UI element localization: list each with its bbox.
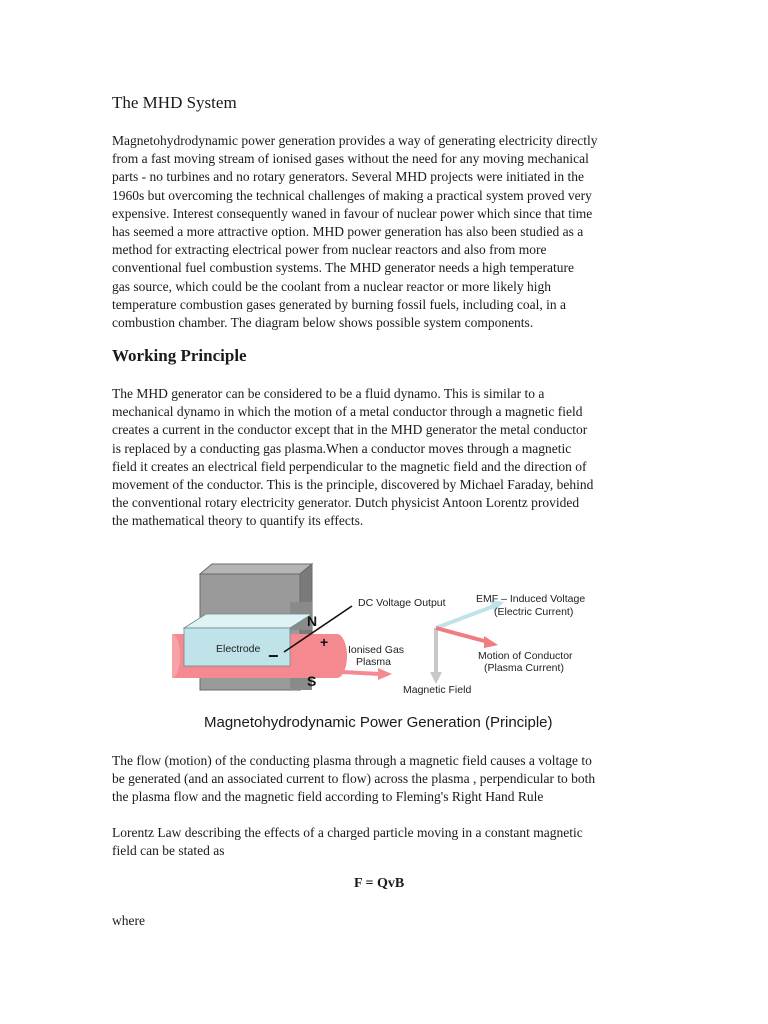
motion-of-conductor-label: Motion of Conductor — [478, 650, 573, 662]
principle-line: creates a current in the conductor except that in the MHD generator the metal conductor — [112, 422, 588, 438]
working-principle-heading: Working Principle — [112, 346, 247, 365]
intro-line: combustion chamber. The diagram below shows possible system components. — [112, 315, 534, 331]
intro-line: parts - no turbines and no rotary generators. Several MHD projects were initiated in the — [112, 169, 584, 185]
principle-line: is replaced by a conducting gas plasma.When a conductor moves through a magnetic — [112, 440, 572, 456]
north-label: N — [307, 613, 318, 629]
intro-line: has seemed a more attractive option. MHD power generation has also been studied as a — [112, 224, 584, 240]
motion-arrowhead — [484, 636, 498, 648]
plus-sign: + — [320, 634, 329, 650]
magnet-top-face — [200, 564, 312, 574]
principle-line: The MHD generator can be considered to be a fluid dynamo. This is similar to a — [112, 386, 545, 401]
intro-line: from a fast moving stream of ionised gases without the need for any moving mechanical — [112, 151, 589, 167]
plasma-flow-arrow — [342, 672, 380, 674]
figure-caption: Magnetohydrodynamic Power Generation (Principle) — [204, 714, 553, 731]
minus-sign: − — [268, 646, 279, 666]
electrode-top — [184, 614, 312, 628]
principle-line: field it creates an electrical field perpendicular to the magnetic field and the direction of — [112, 458, 587, 474]
flow-line: The flow (motion) of the conducting plasma through a magnetic field causes a voltage to — [112, 753, 592, 768]
section-title: The MHD System — [112, 93, 237, 112]
motion-arrow — [436, 628, 488, 642]
intro-paragraph — [112, 132, 672, 332]
emf-label: EMF – Induced Voltage — [476, 593, 586, 605]
intro-line: gas source, which could be the coolant from a nuclear reactor or more likely high — [112, 278, 551, 294]
lorentz-line: field can be stated as — [112, 843, 225, 859]
flow-paragraph — [112, 752, 672, 807]
plasma-label: Plasma — [356, 656, 392, 668]
principle-line: movement of the conductor. This is the principle, discovered by Michael Faraday, behind — [112, 477, 594, 493]
south-label: S — [307, 673, 317, 689]
ionised-gas-label: Ionised Gas — [348, 644, 405, 656]
plasma-flow-arrowhead — [378, 668, 392, 680]
intro-line: Magnetohydrodynamic power generation provides a way of generating electricity directly — [112, 133, 598, 148]
intro-line: 1960s but overcoming the technical challenges of making a practical system proved very — [112, 187, 592, 203]
principle-paragraph — [112, 385, 672, 531]
principle-line: mechanical dynamo in which the motion of a metal conductor through a magnetic field — [112, 404, 583, 420]
emf-arrow — [436, 606, 494, 628]
flow-line: be generated (and an associated current to flow) across the plasma , perpendicular to both — [112, 771, 596, 787]
electric-current-label: (Electric Current) — [494, 606, 574, 618]
principle-line: the mathematical theory to quantify its effects. — [112, 513, 364, 529]
intro-line: conventional fuel combustion systems. The MHD generator needs a high temperature — [112, 260, 574, 276]
dc-voltage-output-label: DC Voltage Output — [358, 597, 446, 609]
lorentz-line: Lorentz Law describing the effects of a charged particle moving in a constant magnetic — [112, 825, 583, 840]
flow-line: the plasma flow and the magnetic field according to Fleming's Right Hand Rule — [112, 789, 544, 805]
lorentz-formula: F = QvB — [354, 876, 405, 891]
principle-line: the conventional rotary electricity generator. Dutch physicist Antoon Lorentz provided — [112, 495, 580, 511]
where-label: where — [112, 913, 145, 928]
intro-line: method for extracting electrical power from nuclear reactors and also from more — [112, 242, 547, 258]
lorentz-paragraph — [112, 824, 672, 860]
magnetic-field-label: Magnetic Field — [403, 684, 472, 696]
intro-line: temperature combustion gases generated by burning fossil fuels, including coal, in a — [112, 296, 567, 312]
plasma-current-label: (Plasma Current) — [484, 662, 564, 674]
electrode-label: Electrode — [216, 643, 261, 655]
magnetic-field-arrowhead — [430, 672, 442, 684]
intro-line: expensive. Interest consequently waned in favour of nuclear power which since that time — [112, 205, 593, 221]
